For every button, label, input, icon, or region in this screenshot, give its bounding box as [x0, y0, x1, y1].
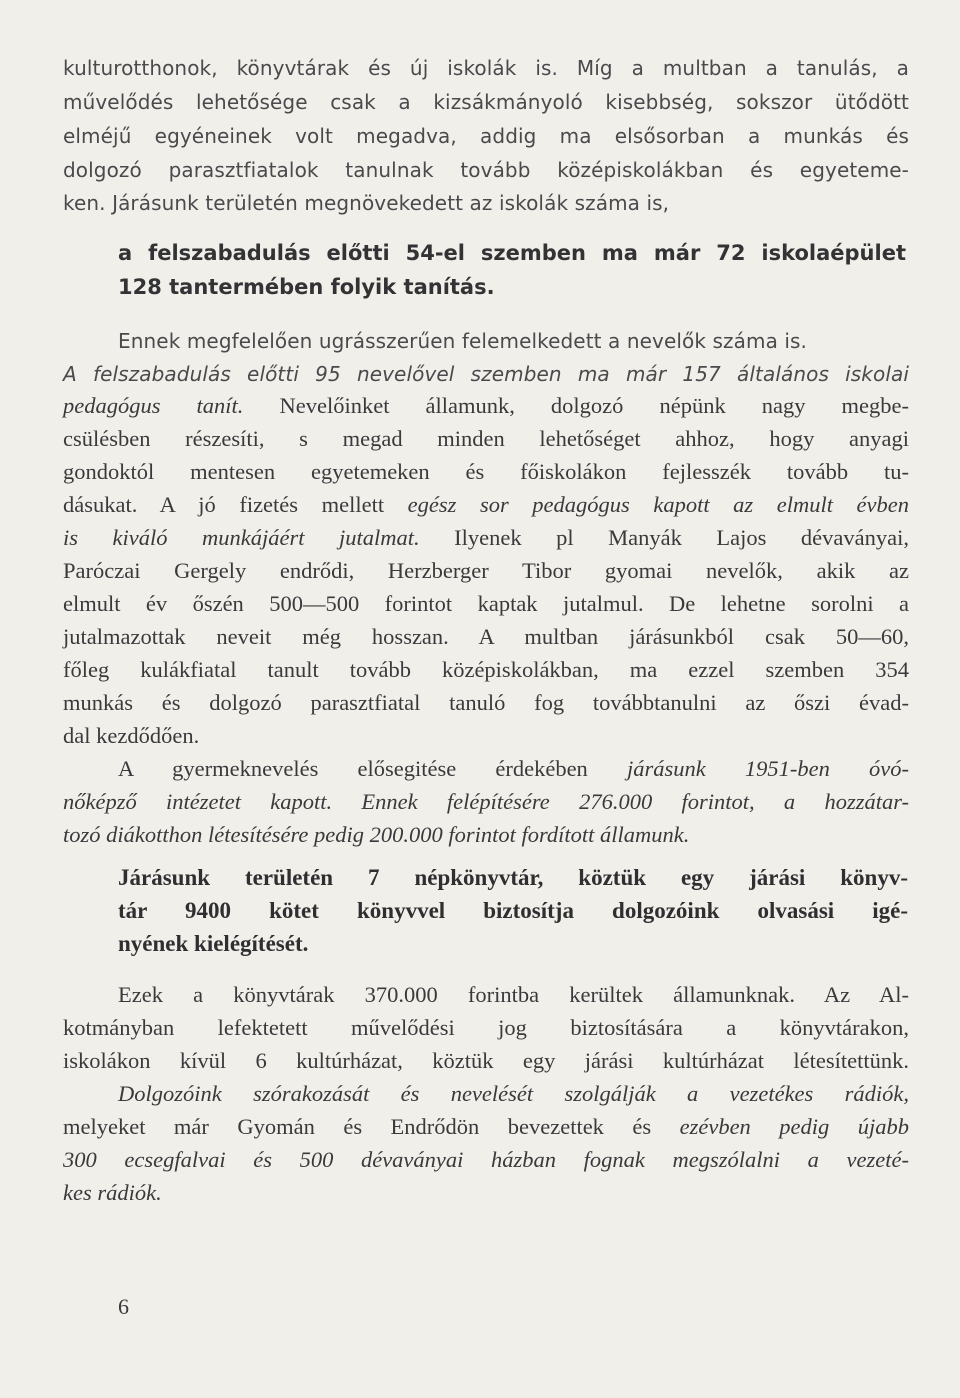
text-line: A felszabadulás előtti 95 nevelővel szemben ma már 157 általános iskolai: [63, 362, 909, 386]
page-number: 6: [118, 1294, 129, 1319]
text-line: jutalmazottak neveit még hosszan. A multban járásunkból csak 50—60,: [63, 624, 909, 649]
text-line: művelődés lehetősége csak a kizsákmányoló kisebbség, sokszor ütődött: [63, 90, 909, 114]
text-span: melyeket már Gyomán és Endrődön bevezettek és: [63, 1114, 680, 1139]
text-line: elmult év őszén 500—500 forintot kaptak jutalmul. De lehetne sorolni a: [63, 591, 909, 616]
text-line: gondoktól mentesen egyetemeken és főiskolákon fejlesszék tovább tu-: [63, 459, 909, 484]
text-line: ken. Járásunk területén megnövekedett az iskolák száma is,: [63, 191, 670, 215]
highlight-line: a felszabadulás előtti 54-el szemben ma már 72 iskolaépület: [118, 241, 906, 265]
text-span: A gyermeknevelés elősegitése érdekében: [118, 756, 627, 781]
text-line: 300 ecsegfalvai és 500 dévaványai házban fognak megszólalni a vezeté-: [63, 1147, 909, 1172]
text-line: főleg kulákfiatal tanult tovább középiskolákban, ma ezzel szemben 354: [63, 657, 909, 682]
text-line: [63, 1116, 909, 1139]
text-span: dásukat. A jó fizetés mellett: [63, 492, 408, 517]
text-line: iskolákon kívül 6 kultúrházat, köztük egy járási kultúrházat létesítettünk.: [63, 1048, 909, 1073]
text-line: dolgozó parasztfiatalok tanulnak tovább középiskolákban és egyeteme-: [63, 158, 909, 182]
text-span: ezévben pedig újabb: [679, 1114, 909, 1139]
text-line: [63, 395, 909, 418]
text-span: pedagógus tanít.: [63, 393, 244, 418]
text-line: dal kezdődően.: [63, 723, 200, 748]
highlight-line: nyének kielégítését.: [118, 931, 309, 956]
text-line: nőképző intézetet kapott. Ennek felépítésére 276.000 forintot, a hozzátar-: [63, 789, 909, 814]
text-span: egész sor pedagógus kapott az elmult évben: [407, 492, 909, 517]
text-line: munkás és dolgozó parasztfiatal tanuló fog továbbtanulni az őszi évad-: [63, 690, 909, 715]
text-line: tozó diákotthon létesítésére pedig 200.000 forintot fordított államunk.: [63, 822, 690, 847]
text-line: Ezek a könyvtárak 370.000 forintba kerültek államunknak. Az Al-: [118, 982, 909, 1007]
text-span: is kiváló munkájáért jutalmat.: [63, 525, 420, 550]
highlight-line: Járásunk területén 7 népkönyvtár, köztük egy járási könyv-: [118, 865, 908, 890]
text-line: [63, 527, 909, 550]
text-line: Ennek megfelelően ugrásszerűen felemelkedett a nevelők száma is.: [118, 329, 808, 353]
text-line: kotmányban lefektetett művelődési jog biztosítására a könyvtárakon,: [63, 1015, 909, 1040]
text-line: elméjű egyéneinek volt megadva, addig ma elsősorban a munkás és: [63, 124, 909, 148]
text-span: járásunk 1951-ben óvó-: [626, 756, 909, 781]
text-line: Paróczai Gergely endrődi, Herzberger Tibor gyomai nevelők, akik az: [63, 558, 909, 583]
text-line: csülésben részesíti, s megad minden lehetőséget ahhoz, hogy anyagi: [63, 426, 909, 451]
highlight-line: 128 tantermében folyik tanítás.: [118, 275, 495, 299]
highlight-line: tár 9400 kötet könyvvel biztosítja dolgozóink olvasási igé-: [118, 898, 908, 923]
text-line: Dolgozóink szórakozását és nevelését szolgálják a vezetékes rádiók,: [118, 1081, 909, 1106]
text-span: Ilyenek pl Manyák Lajos dévaványai,: [419, 525, 910, 550]
text-line: kes rádiók.: [63, 1180, 162, 1205]
text-line: kulturotthonok, könyvtárak és új iskolák is. Míg a multban a tanulás, a: [63, 56, 909, 80]
text-span: Nevelőinket államunk, dolgozó népünk nagy megbe-: [243, 393, 910, 418]
text-line: [118, 758, 909, 781]
text-line: [63, 494, 909, 517]
